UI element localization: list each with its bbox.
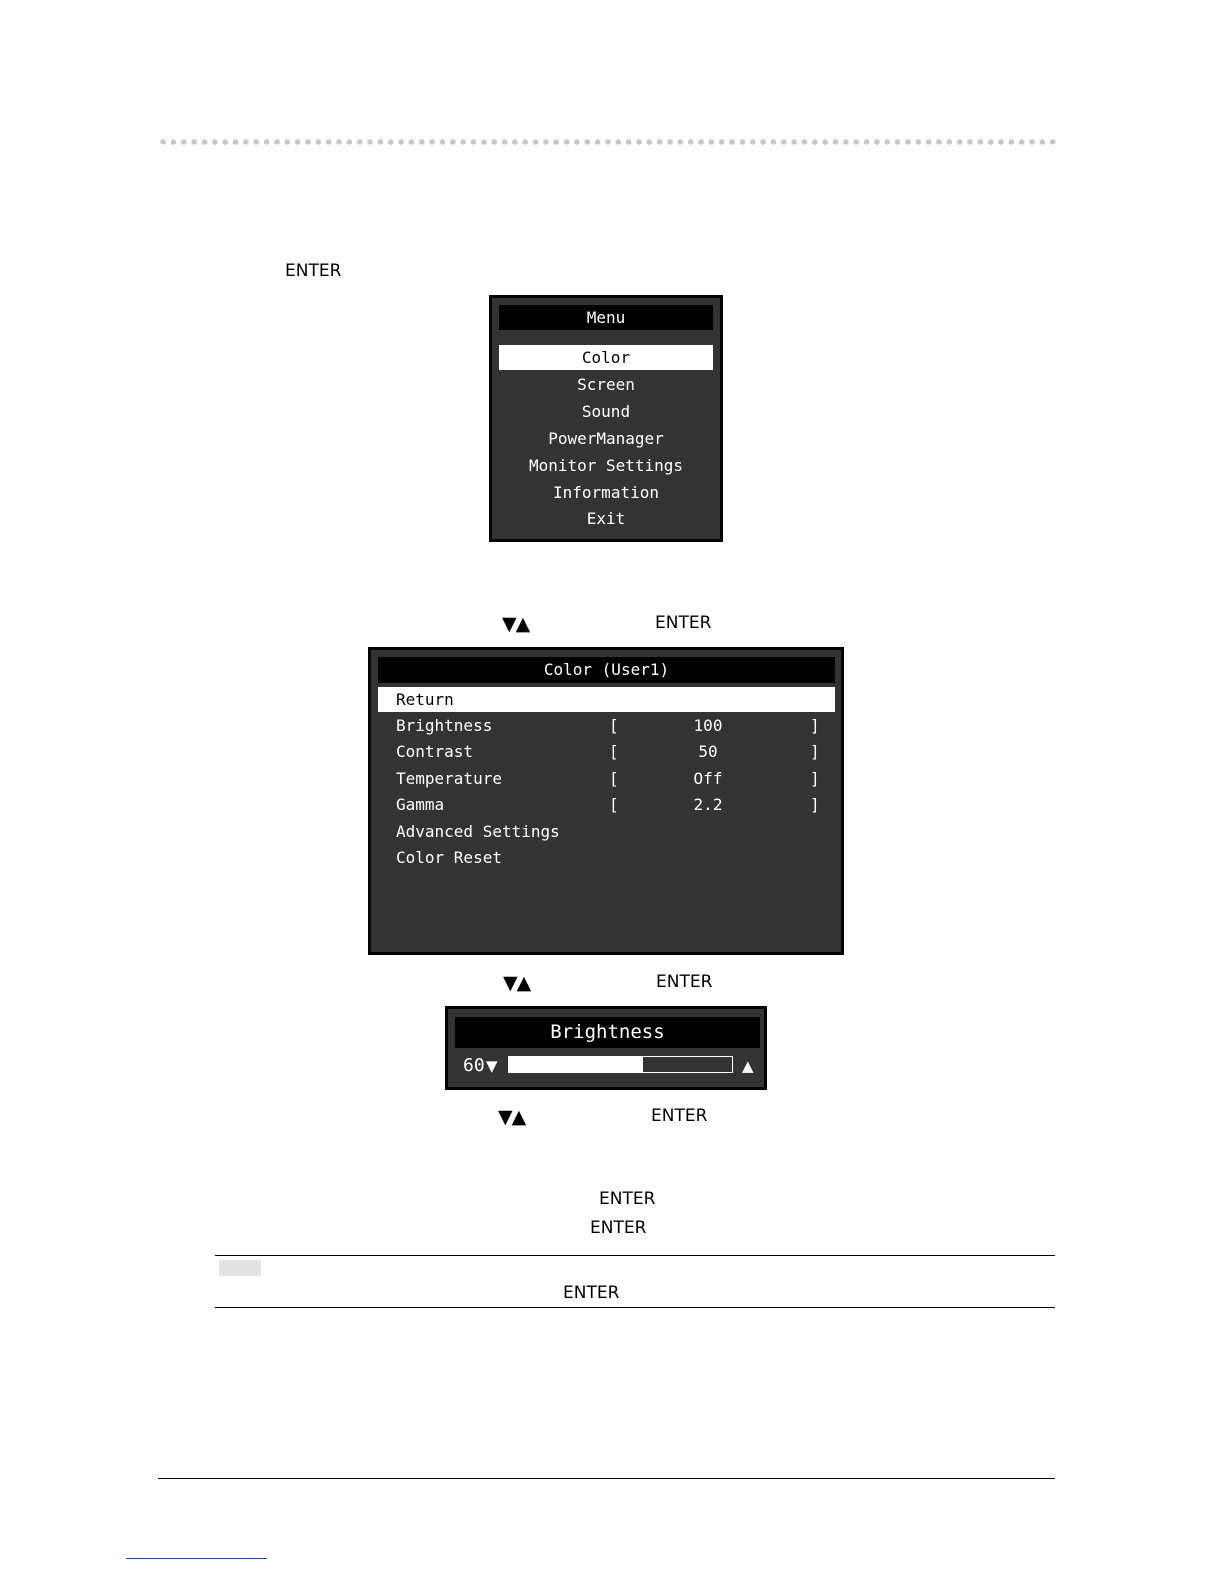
enter-key-label-2: ENTER bbox=[655, 613, 712, 633]
brightness-slider-fill bbox=[509, 1057, 643, 1072]
enter-key-label-7: ENTER bbox=[563, 1283, 620, 1303]
bracket-open: [ bbox=[609, 769, 619, 788]
bracket-open: [ bbox=[609, 795, 619, 814]
down-up-keys-label-1: ▼▲ bbox=[502, 613, 530, 635]
menu-item-information[interactable]: Information bbox=[553, 483, 659, 502]
color-row-advanced-settings[interactable] bbox=[378, 819, 835, 844]
bracket-close: ] bbox=[810, 716, 820, 735]
temperature-label: Temperature bbox=[396, 769, 502, 788]
gamma-value: 2.2 bbox=[693, 795, 723, 814]
brightness-osd bbox=[445, 1006, 767, 1090]
note-badge bbox=[219, 1260, 261, 1276]
menu-item-monitor-settings[interactable]: Monitor Settings bbox=[528, 456, 684, 475]
color-row-gamma[interactable] bbox=[378, 792, 835, 817]
enter-key-label-1: ENTER bbox=[285, 261, 342, 281]
bracket-open: [ bbox=[609, 716, 619, 735]
note-bottom-rule bbox=[215, 1307, 1055, 1308]
bracket-open: [ bbox=[609, 742, 619, 761]
return-label: Return bbox=[396, 690, 454, 709]
color-reset-label: Color Reset bbox=[396, 848, 502, 867]
enter-key-label-3: ENTER bbox=[656, 972, 713, 992]
brightness-osd-title: Brightness bbox=[455, 1017, 760, 1048]
brightness-label: Brightness bbox=[396, 716, 493, 735]
menu-item-sound[interactable]: Sound bbox=[581, 402, 631, 421]
footer-rule bbox=[158, 1478, 1055, 1479]
note-top-rule bbox=[215, 1255, 1055, 1256]
color-row-contrast[interactable] bbox=[378, 739, 835, 764]
bracket-close: ] bbox=[810, 769, 820, 788]
increase-arrow-icon[interactable]: ▲ bbox=[742, 1057, 754, 1075]
down-up-keys-label-3: ▼▲ bbox=[498, 1106, 526, 1128]
down-up-keys-label-2: ▼▲ bbox=[503, 972, 531, 994]
advanced-settings-label: Advanced Settings bbox=[396, 822, 560, 841]
color-osd-title: Color (User1) bbox=[378, 657, 835, 683]
bracket-close: ] bbox=[810, 795, 820, 814]
menu-item-powermanager[interactable]: PowerManager bbox=[548, 429, 664, 448]
temperature-value: Off bbox=[693, 769, 723, 788]
gamma-label: Gamma bbox=[396, 795, 445, 814]
enter-key-label-5: ENTER bbox=[599, 1189, 656, 1209]
dotted-section-rule bbox=[158, 139, 1056, 145]
enter-key-label-6: ENTER bbox=[590, 1218, 647, 1238]
brightness-slider[interactable] bbox=[508, 1056, 733, 1073]
brightness-level-value: 60 bbox=[463, 1055, 485, 1076]
menu-osd bbox=[489, 295, 723, 542]
contrast-value: 50 bbox=[698, 742, 718, 761]
menu-osd-title: Menu bbox=[499, 305, 713, 330]
brightness-value: 100 bbox=[693, 716, 723, 735]
footer-link-underline[interactable] bbox=[126, 1558, 267, 1559]
decrease-arrow-icon[interactable]: ▼ bbox=[486, 1057, 498, 1075]
menu-item-color[interactable]: Color bbox=[499, 345, 713, 370]
color-row-brightness[interactable] bbox=[378, 713, 835, 738]
color-row-color-reset[interactable] bbox=[378, 845, 835, 870]
color-row-return[interactable] bbox=[378, 687, 835, 712]
menu-item-screen[interactable]: Screen bbox=[577, 375, 635, 394]
menu-item-exit[interactable]: Exit bbox=[586, 509, 626, 528]
color-row-temperature[interactable] bbox=[378, 766, 835, 791]
contrast-label: Contrast bbox=[396, 742, 474, 761]
enter-key-label-4: ENTER bbox=[651, 1106, 708, 1126]
color-osd bbox=[368, 647, 844, 955]
bracket-close: ] bbox=[810, 742, 820, 761]
